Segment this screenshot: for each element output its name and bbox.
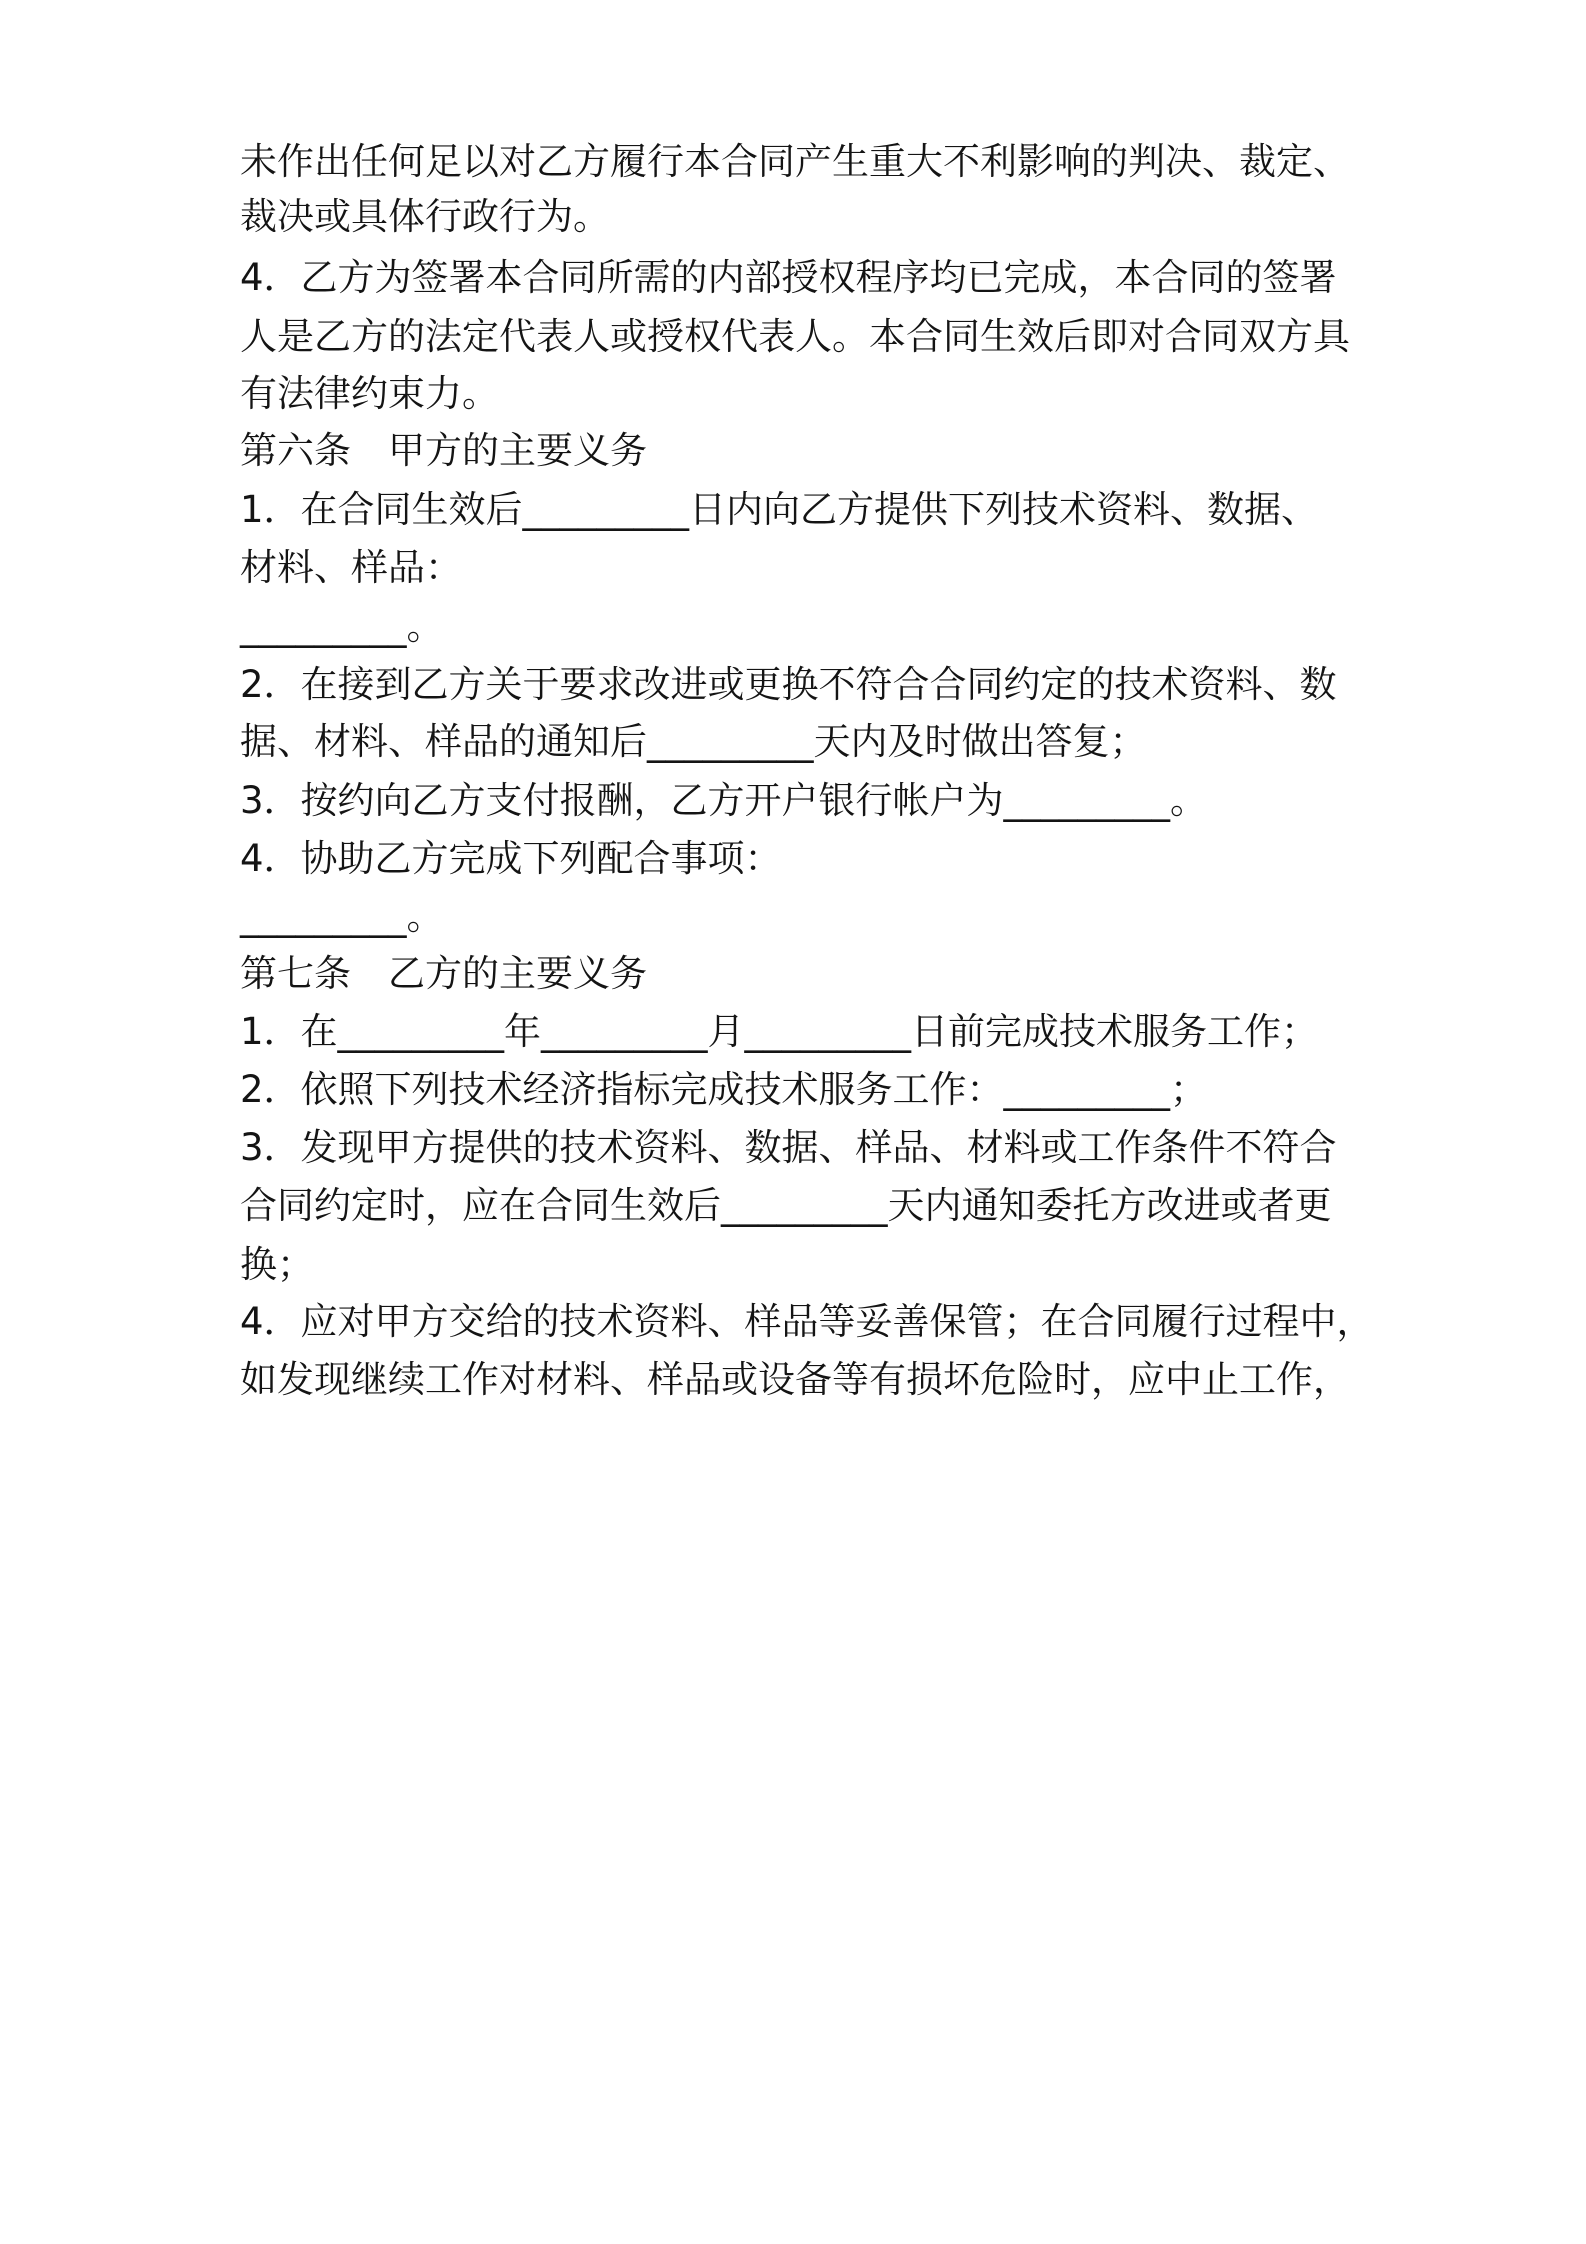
text-line-2: 裁决或具体行政行为。 <box>240 195 610 238</box>
article-7-item-3: 3．发现甲方提供的技术资料、数据、样品、材料或工作条件不符合 <box>240 1126 1337 1169</box>
blank-line-1: _________。 <box>240 605 444 648</box>
text-line-8: 材料、样品： <box>240 546 462 589</box>
text-line-20: 换； <box>240 1243 314 1286</box>
text-line-1: 未作出任何足以对乙方履行本合同产生重大不利影响的判决、裁定、 <box>240 140 1350 183</box>
article-6-item-3: 3．按约向乙方支付报酬，乙方开户银行帐户为_________。 <box>240 779 1208 822</box>
text-line-4: 人是乙方的法定代表人或授权代表人。本合同生效后即对合同双方具 <box>240 315 1350 358</box>
article-6-heading: 第六条 甲方的主要义务 <box>240 429 647 472</box>
article-6-item-1: 1．在合同生效后_________日内向乙方提供下列技术资料、数据、 <box>240 488 1319 531</box>
text-line-11: 据、材料、样品的通知后_________天内及时做出答复； <box>240 720 1147 763</box>
article-7-item-4: 4．应对甲方交给的技术资料、样品等妥善保管；在合同履行过程中， <box>240 1300 1374 1343</box>
text-line-5: 有法律约束力。 <box>240 372 499 415</box>
blank-line-2: _________。 <box>240 895 444 938</box>
article-7-heading: 第七条 乙方的主要义务 <box>240 952 647 995</box>
text-line-22: 如发现继续工作对材料、样品或设备等有损坏危险时，应中止工作， <box>240 1358 1350 1401</box>
article-7-item-1: 1．在_________年_________月_________日前完成技术服务工作； <box>240 1010 1319 1053</box>
clause-item-4: 4．乙方为签署本合同所需的内部授权程序均已完成，本合同的签署 <box>240 256 1337 299</box>
text-line-19: 合同约定时，应在合同生效后_________天内通知委托方改进或者更 <box>240 1184 1332 1227</box>
article-7-item-2: 2．依照下列技术经济指标完成技术服务工作：_________； <box>240 1068 1208 1111</box>
article-6-item-4: 4．协助乙方完成下列配合事项： <box>240 837 782 880</box>
article-6-item-2: 2．在接到乙方关于要求改进或更换不符合合同约定的技术资料、数 <box>240 663 1337 706</box>
